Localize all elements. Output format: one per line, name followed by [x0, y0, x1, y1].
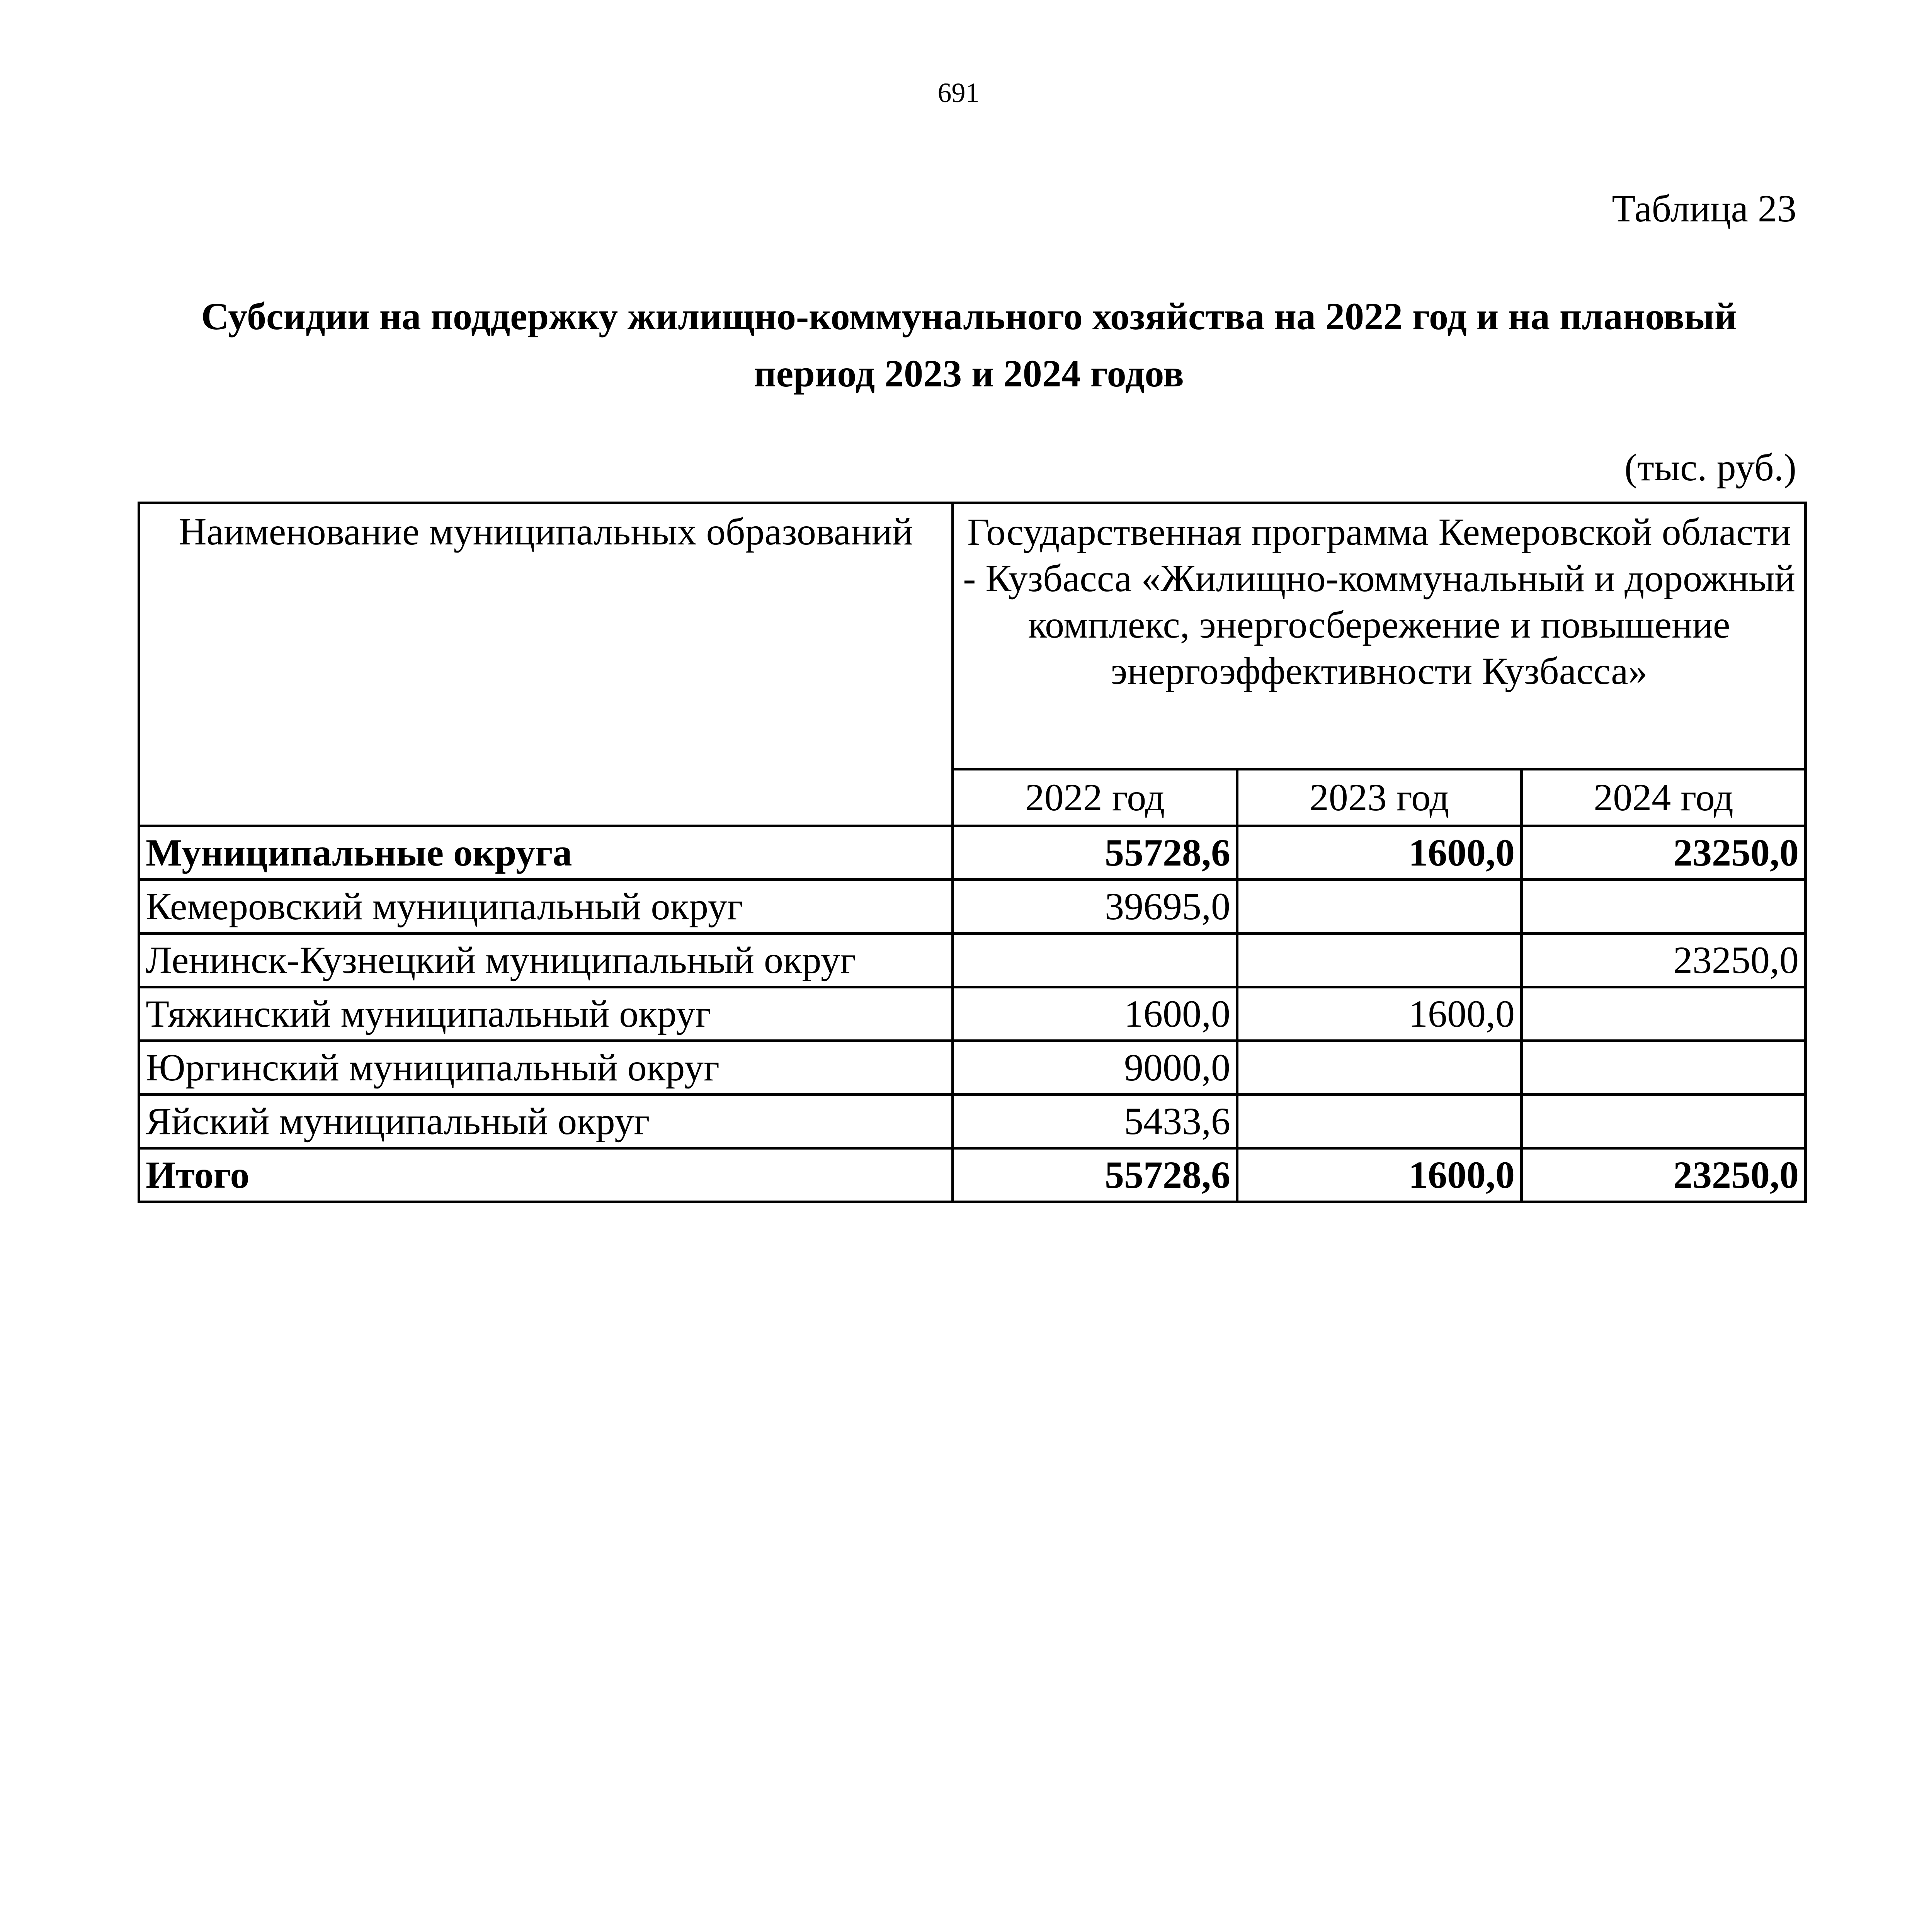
row-value-2024: [1522, 1041, 1806, 1095]
header-year-2022: 2022 год: [953, 769, 1237, 826]
row-value-2022: 5433,6: [953, 1095, 1237, 1148]
row-value-2024: 23250,0: [1522, 934, 1806, 987]
table-row: [139, 934, 1806, 987]
table-row-subtotal: [139, 826, 1806, 880]
subsidies-table: [138, 502, 1807, 1203]
row-value-2023: [1237, 1041, 1522, 1095]
row-value-2022: 39695,0: [953, 880, 1237, 934]
row-value-2022: [953, 934, 1237, 987]
document-title: Субсидии на поддержку жилищно-коммунального хозяйства на 2022 год и на плановый период 2023 и 2024 годов: [201, 295, 1737, 395]
row-value-2023: 1600,0: [1237, 826, 1522, 880]
page-number: 691: [937, 77, 980, 108]
total-value-2023: 1600,0: [1237, 1148, 1522, 1202]
total-value-2024: 23250,0: [1522, 1148, 1806, 1202]
table-row: [139, 1041, 1806, 1095]
row-name: Юргинский муниципальный округ: [139, 1041, 953, 1095]
header-year-2024: 2024 год: [1522, 769, 1806, 826]
row-value-2023: [1237, 1095, 1522, 1148]
row-value-2023: 1600,0: [1237, 987, 1522, 1041]
table-header-row: [139, 503, 1806, 769]
row-value-2024: [1522, 880, 1806, 934]
row-value-2024: [1522, 987, 1806, 1041]
row-name: Ленинск-Кузнецкий муниципальный округ: [139, 934, 953, 987]
row-name: Яйский муниципальный округ: [139, 1095, 953, 1148]
row-value-2023: [1237, 880, 1522, 934]
table-row: [139, 1095, 1806, 1148]
table-label: Таблица 23: [1612, 187, 1796, 230]
header-municipality-name: Наименование муниципальных образований: [139, 503, 953, 826]
header-year-2023: 2023 год: [1237, 769, 1522, 826]
row-value-2023: [1237, 934, 1522, 987]
row-value-2022: 55728,6: [953, 826, 1237, 880]
total-name: Итого: [139, 1148, 953, 1202]
table-row: [139, 987, 1806, 1041]
row-value-2024: [1522, 1095, 1806, 1148]
row-name: Муниципальные округа: [139, 826, 953, 880]
row-name: Кемеровский муниципальный округ: [139, 880, 953, 934]
total-value-2022: 55728,6: [953, 1148, 1237, 1202]
row-value-2022: 9000,0: [953, 1041, 1237, 1095]
row-value-2022: 1600,0: [953, 987, 1237, 1041]
header-program: Государственная программа Кемеровской области - Кузбасса «Жилищно-коммунальный и дорожный комплекс, энергосбережение и повышение энергоэффективности Кузбасса»: [953, 503, 1806, 769]
table-row-total: [139, 1148, 1806, 1202]
table-row: [139, 880, 1806, 934]
units-label: (тыс. руб.): [1624, 446, 1796, 489]
row-name: Тяжинский муниципальный округ: [139, 987, 953, 1041]
row-value-2024: 23250,0: [1522, 826, 1806, 880]
